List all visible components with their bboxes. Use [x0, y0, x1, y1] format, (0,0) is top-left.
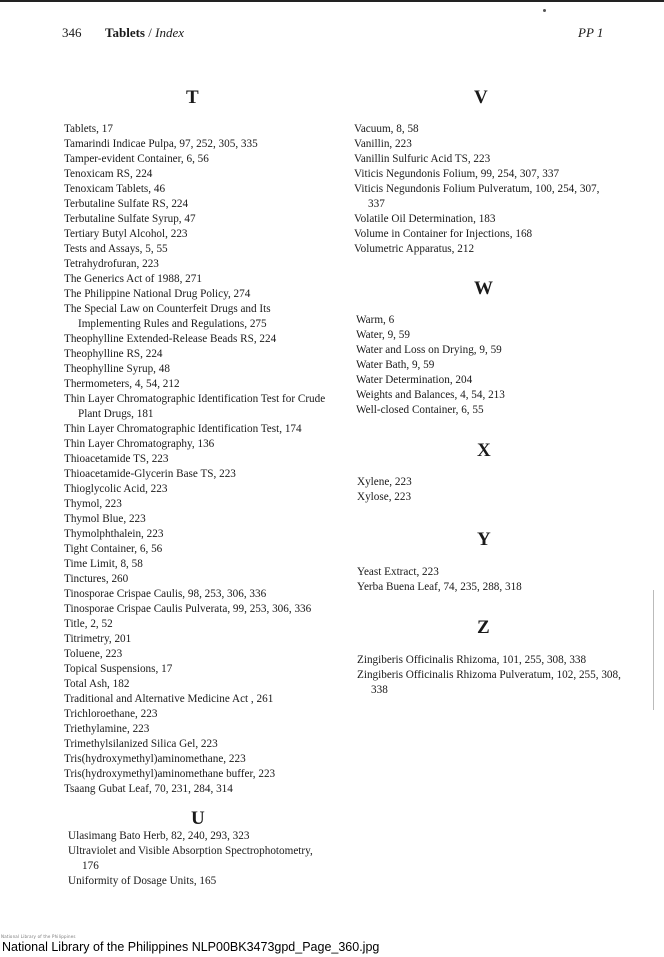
- page-number: 346: [62, 25, 82, 40]
- index-entry: Titrimetry, 201: [64, 633, 132, 645]
- index-entry: Viticis Negundonis Folium, 99, 254, 307, 337: [354, 168, 560, 180]
- index-entry: The Philippine National Drug Policy, 274: [64, 288, 251, 300]
- index-entry: Tenoxicam RS, 224: [64, 168, 153, 180]
- scan-edge-shadow: [653, 590, 654, 710]
- footer-stamp: National Library of the Philippines: [1, 934, 76, 939]
- index-entry: Theophylline Syrup, 48: [64, 363, 170, 375]
- index-entry: Total Ash, 182: [64, 678, 130, 690]
- section-letter-t: T: [186, 87, 199, 108]
- index-entry: Tetrahydrofuran, 223: [64, 258, 159, 270]
- index-entry: Tinosporae Crispae Caulis, 98, 253, 306, 336: [64, 588, 267, 600]
- index-entry: Tris(hydroxymethyl)aminomethane, 223: [64, 753, 246, 765]
- index-entry: Zingiberis Officinalis Rhizoma Pulveratum, 102, 255, 308, 338: [357, 669, 621, 696]
- index-entry: Ulasimang Bato Herb, 82, 240, 293, 323: [68, 830, 250, 842]
- index-entry: Thin Layer Chromatography, 136: [64, 438, 215, 450]
- index-entry: Theophylline Extended-Release Beads RS, 224: [64, 333, 277, 345]
- index-entry: Thioacetamide TS, 223: [64, 453, 169, 465]
- index-entry: Thymol Blue, 223: [64, 513, 146, 525]
- index-entry: Terbutaline Sulfate RS, 224: [64, 198, 189, 210]
- index-entry: Volatile Oil Determination, 183: [354, 213, 496, 225]
- index-list-w: [356, 313, 618, 418]
- index-entry: Zingiberis Officinalis Rhizoma, 101, 255, 308, 338: [357, 654, 587, 666]
- index-entry: Uniformity of Dosage Units, 165: [68, 875, 217, 887]
- index-entry: Thymol, 223: [64, 498, 122, 510]
- index-list-u: [68, 829, 326, 889]
- index-entry: Water and Loss on Drying, 9, 59: [356, 344, 502, 356]
- index-entry: Weights and Balances, 4, 54, 213: [356, 389, 505, 401]
- footer-caption: National Library of the Philippines NLP00BK3473gpd_Page_360.jpg: [2, 940, 380, 954]
- index-entry: Tertiary Butyl Alcohol, 223: [64, 228, 188, 240]
- index-list-t: [64, 122, 326, 797]
- index-entry: Topical Suspensions, 17: [64, 663, 173, 675]
- index-entry: Tamper-evident Container, 6, 56: [64, 153, 209, 165]
- section-letter-y: Y: [477, 529, 491, 550]
- index-entry: Volume in Container for Injections, 168: [354, 228, 533, 240]
- index-list-y: [357, 565, 619, 595]
- index-list-z: [357, 653, 637, 698]
- index-entry: Xylene, 223: [357, 476, 412, 488]
- index-entry: Tsaang Gubat Leaf, 70, 231, 284, 314: [64, 783, 233, 795]
- index-entry: Vanillin Sulfuric Acid TS, 223: [354, 153, 491, 165]
- index-entry: Vanillin, 223: [354, 138, 412, 150]
- header-right-mark: PP 1: [578, 25, 604, 40]
- running-title: [105, 25, 184, 41]
- index-entry: Thymolphthalein, 223: [64, 528, 164, 540]
- index-entry: Thioglycolic Acid, 223: [64, 483, 168, 495]
- index-entry: Tablets, 17: [64, 123, 113, 135]
- index-entry: Tests and Assays, 5, 55: [64, 243, 168, 255]
- index-entry: Xylose, 223: [357, 491, 412, 503]
- index-entry: Tenoxicam Tablets, 46: [64, 183, 166, 195]
- index-entry: Terbutaline Sulfate Syrup, 47: [64, 213, 196, 225]
- index-entry: Traditional and Alternative Medicine Act , 261: [64, 693, 274, 705]
- index-entry: Thioacetamide-Glycerin Base TS, 223: [64, 468, 236, 480]
- index-entry: Yerba Buena Leaf, 74, 235, 288, 318: [357, 581, 522, 593]
- index-entry: Time Limit, 8, 58: [64, 558, 143, 570]
- index-entry: Toluene, 223: [64, 648, 123, 660]
- page-header: [0, 22, 664, 42]
- top-border-line: [0, 0, 664, 2]
- index-entry: Thermometers, 4, 54, 212: [64, 378, 180, 390]
- index-entry: Thin Layer Chromatographic Identification Test for Crude Plant Drugs, 181: [64, 393, 326, 420]
- index-entry: Tris(hydroxymethyl)aminomethane buffer, 223: [64, 768, 276, 780]
- index-entry: The Special Law on Counterfeit Drugs and Its Implementing Rules and Regulations, 275: [64, 303, 271, 330]
- scan-speck: [543, 9, 546, 12]
- index-entry: Theophylline RS, 224: [64, 348, 163, 360]
- index-entry: Triethylamine, 223: [64, 723, 150, 735]
- index-entry: Water Bath, 9, 59: [356, 359, 435, 371]
- running-title-section: Index: [155, 25, 184, 40]
- index-entry: Tinosporae Crispae Caulis Pulverata, 99, 253, 306, 336: [64, 603, 312, 615]
- section-letter-z: Z: [477, 617, 490, 638]
- index-entry: Vacuum, 8, 58: [354, 123, 419, 135]
- index-entry: Title, 2, 52: [64, 618, 113, 630]
- index-entry: Water, 9, 59: [356, 329, 410, 341]
- index-entry: Trimethylsilanized Silica Gel, 223: [64, 738, 218, 750]
- index-entry: Thin Layer Chromatographic Identification Test, 174: [64, 423, 302, 435]
- index-entry: Yeast Extract, 223: [357, 566, 439, 578]
- section-letter-w: W: [474, 278, 493, 299]
- index-entry: Ultraviolet and Visible Absorption Spectrophotometry, 176: [68, 845, 313, 872]
- index-entry: Tight Container, 6, 56: [64, 543, 163, 555]
- running-title-separator: /: [144, 25, 156, 40]
- index-list-x: [357, 475, 619, 505]
- index-entry: Water Determination, 204: [356, 374, 473, 386]
- section-letter-u: U: [191, 808, 205, 829]
- running-title-main: Tablets: [105, 25, 145, 40]
- index-entry: The Generics Act of 1988, 271: [64, 273, 202, 285]
- index-entry: Volumetric Apparatus, 212: [354, 243, 475, 255]
- index-entry: Warm, 6: [356, 314, 395, 326]
- index-list-v: [354, 122, 616, 257]
- section-letter-v: V: [474, 87, 488, 108]
- index-entry: Trichloroethane, 223: [64, 708, 158, 720]
- section-letter-x: X: [477, 440, 491, 461]
- index-entry: Tinctures, 260: [64, 573, 129, 585]
- index-entry: Viticis Negundonis Folium Pulveratum, 100, 254, 307, 337: [354, 183, 600, 210]
- index-entry: Well-closed Container, 6, 55: [356, 404, 484, 416]
- index-entry: Tamarindi Indicae Pulpa, 97, 252, 305, 335: [64, 138, 258, 150]
